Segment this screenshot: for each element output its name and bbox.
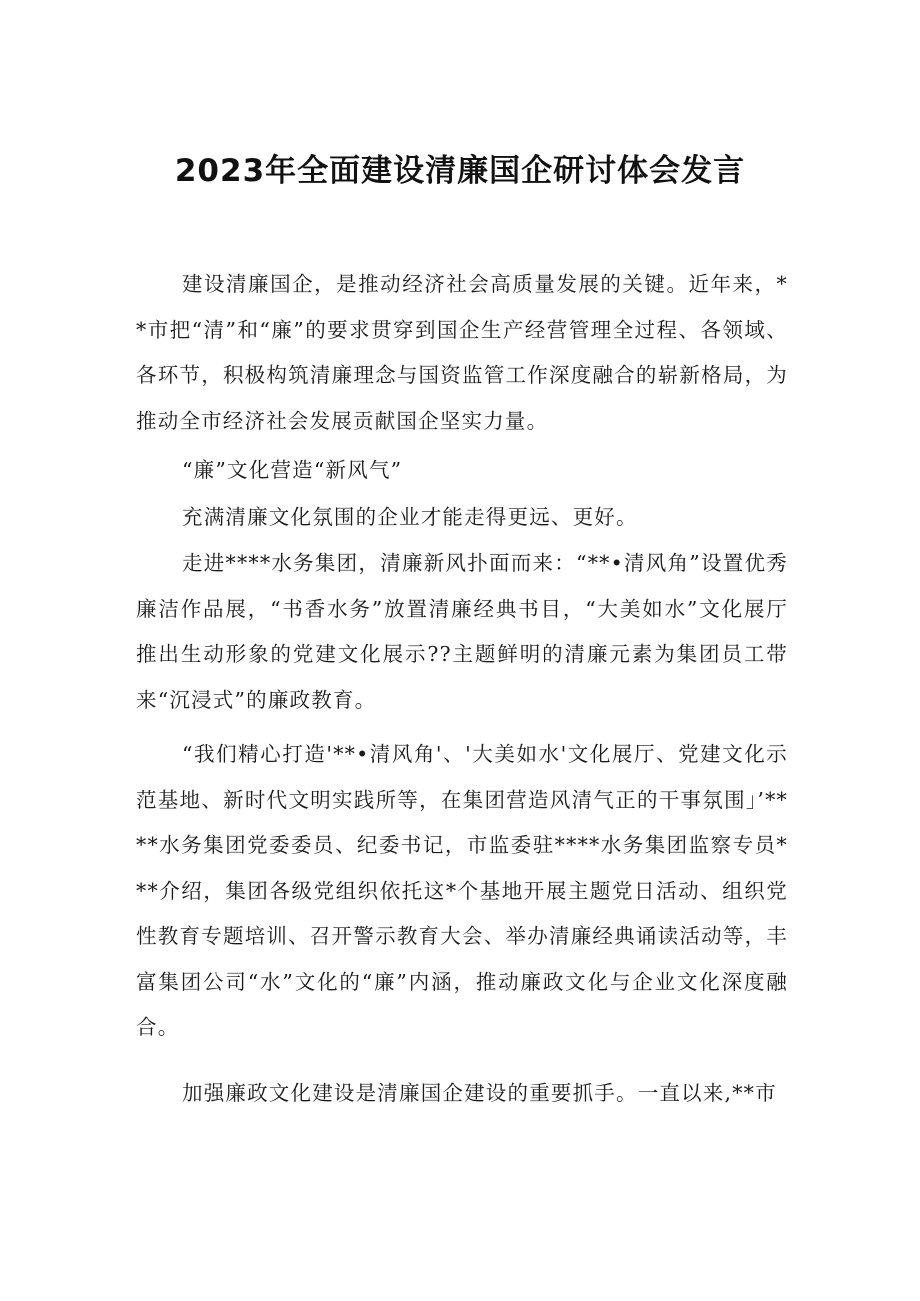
section-heading: “廉”文化营造“新风气”	[182, 458, 403, 482]
document-title: 2023年全面建设清廉国企研讨体会发言	[174, 153, 746, 189]
paragraph-quote: “我们精心打造'**•清风角'、'大美如水'文化展厅、党建文化示范基地、新时代文明实践所等，在集团营造风清气正的干事氛围」’****水务集团党委委员、纪委书记，市监委驻****水务集团监察专员***介绍，集团各级党组织依托这*个基地开展主题党日活动、组织党性教育专题培训、召开警示教育大会、举办清廉经典诵读活动等，丰富集团公司“水”文化的“廉”内涵，推动廉政文化与企业文化深度融合。	[136, 742, 788, 1039]
paragraph-lead: 充满清廉文化氛围的企业才能走得更远、更好。	[182, 505, 638, 529]
paragraph-closing: 加强廉政文化建设是清廉国企建设的重要抓手。一直以来,**市	[182, 1081, 777, 1105]
paragraph-intro: 建设清廉国企，是推动经济社会高质量发展的关键。近年来，**市把“清”和“廉”的要求贯穿到国企生产经营管理全过程、各领域、各环节，积极构筑清廉理念与国资监管工作深度融合的崭新格局，为推动全市经济社会发展贡献国企坚实力量。	[136, 272, 788, 433]
paragraph-water-group: 走进****水务集团，清廉新风扑面而来：“**•清风角”设置优秀廉洁作品展，“书香水务”放置清廉经典书目，“大美如水”文化展厅推出生动形象的党建文化展示??主题鲜明的清廉元素为集团员工带来“沉浸式”的廉政教育。	[136, 551, 788, 712]
